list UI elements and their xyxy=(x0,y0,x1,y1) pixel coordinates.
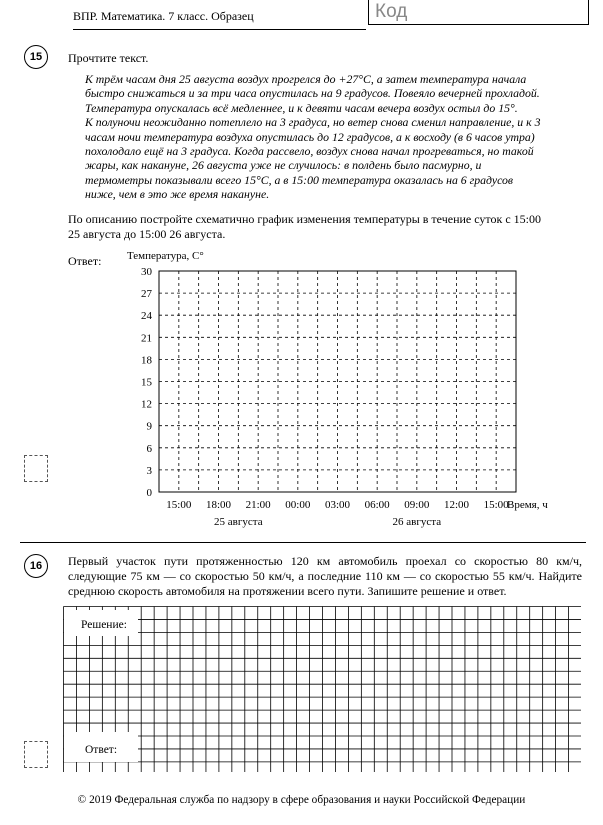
y-tick-label: 30 xyxy=(141,266,152,278)
story-line: жары, как накануне, 26 августа уже не случилось: в полдень было пасмурно, и xyxy=(85,158,482,173)
x-tick-label: 03:00 xyxy=(324,499,351,511)
score-box-15[interactable] xyxy=(24,455,48,482)
y-tick-label: 18 xyxy=(141,354,152,367)
task-15-answer-label: Ответ: xyxy=(68,254,102,268)
story-line: К трём часам дня 25 августа воздух прогрелся до +27°С, а затем температура начала xyxy=(85,72,527,86)
chart-date-label: 26 августа xyxy=(392,516,442,528)
chart-x-ticks xyxy=(166,499,509,511)
header-underline xyxy=(73,29,366,30)
x-tick-label: 15:00 xyxy=(483,499,509,511)
y-tick-label: 3 xyxy=(146,464,152,477)
story-line: ниже, чем в это же время накануне. xyxy=(85,187,270,202)
y-tick-label: 12 xyxy=(141,398,152,411)
chart-x-axis-label: Время, ч xyxy=(507,499,548,511)
x-tick-label: 06:00 xyxy=(364,499,390,511)
code-box[interactable] xyxy=(368,0,589,25)
task-15-number: 15 xyxy=(24,45,48,69)
y-tick-label: 6 xyxy=(146,442,152,455)
story-line: часам ночи температура воздуха опустилась до 12 градусов, а к восходу (в 6 часов утра) xyxy=(85,129,535,144)
y-tick-label: 24 xyxy=(141,310,152,323)
x-tick-label: 18:00 xyxy=(205,499,232,511)
x-tick-label: 15:00 xyxy=(166,499,192,511)
y-tick-label: 9 xyxy=(146,420,152,433)
task-15-instruction: Прочтите текст. xyxy=(68,51,149,65)
chart-grid xyxy=(159,271,516,492)
chart-y-axis-label: Температура, С° xyxy=(127,250,204,262)
section-divider xyxy=(20,542,586,543)
story-line: термометры показывали всего 15°С, а в 15:00 температура оказалась на 6 градусов xyxy=(85,172,514,187)
x-tick-label: 21:00 xyxy=(245,499,271,511)
page-header-title: ВПР. Математика. 7 класс. Образец xyxy=(73,9,254,23)
code-label: Код xyxy=(375,1,408,22)
solution-label: Решение: xyxy=(81,619,127,631)
task-16-line: среднюю скорость автомобиля на протяжении всего пути. Запишите решение и ответ. xyxy=(68,584,507,598)
y-tick-label: 15 xyxy=(141,376,152,389)
task-15-prompt-line-2: 25 августа до 15:00 26 августа. xyxy=(68,227,226,241)
task-16-line: Первый участок пути протяженностью 120 км автомобиль проехал со скоростью 80 км/ч, xyxy=(68,554,582,568)
y-tick-label: 0 xyxy=(146,487,152,499)
story-line: похолодало ещё на 3 градуса. Когда рассвело, воздух снова начал прогреваться, но такой xyxy=(85,144,534,159)
solution-grid[interactable] xyxy=(63,606,583,776)
y-tick-label: 27 xyxy=(141,288,152,301)
footer-copyright: © 2019 Федеральная служба по надзору в сфере образования и науки Российской Федерации xyxy=(77,794,526,806)
answer-label: Ответ: xyxy=(85,744,118,756)
story-line: К полуночи неожиданно потеплело на 3 градуса, но ветер снова сменил направление, и к 3 xyxy=(85,115,541,130)
y-tick-label: 21 xyxy=(141,332,152,345)
x-tick-label: 12:00 xyxy=(443,499,470,511)
task-16-number: 16 xyxy=(24,554,48,578)
solution-grid-lines xyxy=(64,607,582,773)
task-15-prompt-line-1: По описанию постройте схематично график изменения температуры в течение суток с 15:00 xyxy=(68,212,541,226)
task-15-story xyxy=(85,72,582,202)
story-line: Температура опускалась всё медленнее, и к девяти часам вечера воздух остыл до 15°. xyxy=(85,100,518,115)
x-tick-label: 09:00 xyxy=(404,499,430,511)
chart-date-label: 25 августа xyxy=(214,516,263,528)
story-line: быстро снижаться и за три часа опустилась на 9 градусов. Повеяло вечерней прохладой. xyxy=(85,86,540,101)
temperature-chart[interactable] xyxy=(0,240,603,540)
task-16-line: следующие 75 км — со скоростью 50 км/ч, а последние 110 км — со скоростью 55 км/ч. Найдите xyxy=(68,569,582,583)
chart-y-ticks xyxy=(141,266,153,499)
task-16-text xyxy=(68,554,582,599)
score-box-16[interactable] xyxy=(24,741,48,768)
x-tick-label: 00:00 xyxy=(285,499,311,511)
